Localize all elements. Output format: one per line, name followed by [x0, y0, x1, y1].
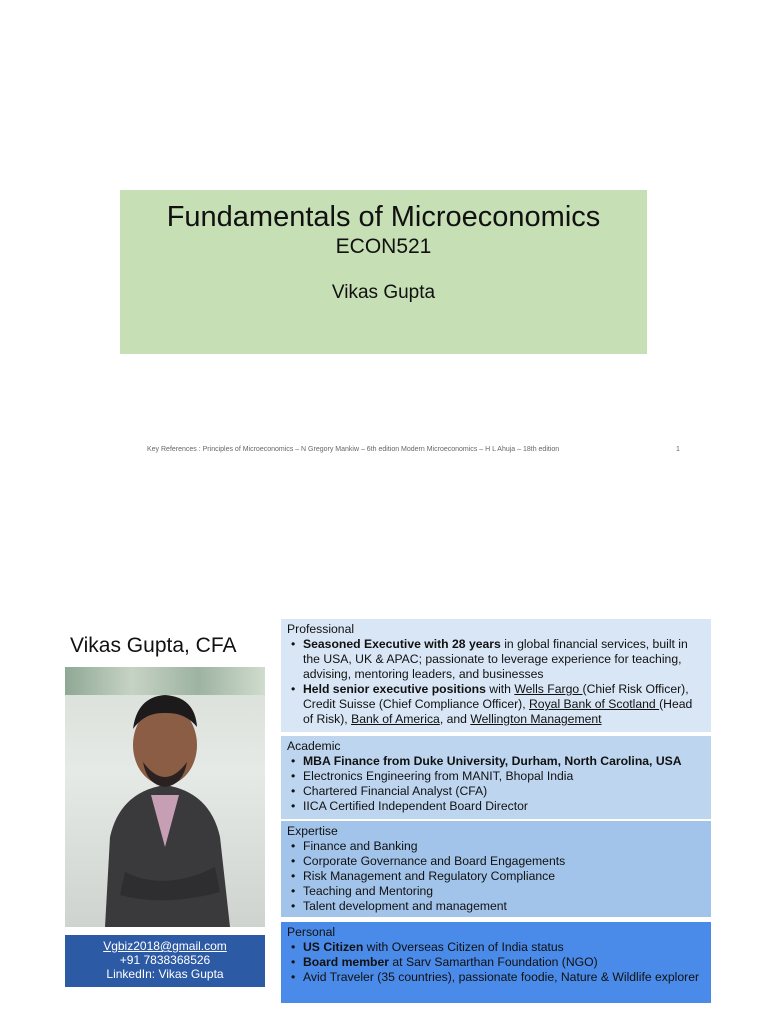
list-item: • Held senior executive positions with Wells Fargo (Chief Risk Officer), Credit Suisse (Chief Compliance Officer), Royal Bank of Scotland (Head of Risk), Bank of America, and Wellington Management	[287, 682, 705, 727]
email-link[interactable]: Vgbiz2018@gmail.com	[103, 939, 227, 953]
expertise-panel	[281, 821, 711, 917]
list-item: • Teaching and Mentoring	[287, 884, 705, 899]
list-item: • Finance and Banking	[287, 839, 705, 854]
list-item: • Seasoned Executive with 28 years in global financial services, built in the USA, UK & APAC; passionate to leverage experience for teaching, advising, mentoring leaders, and businesses	[287, 637, 705, 682]
phone-number: +91 7838368526	[119, 953, 211, 967]
academic-heading: Academic	[287, 739, 341, 753]
wells-fargo-link[interactable]: Wells Fargo	[514, 682, 583, 696]
list-item: • US Citizen with Overseas Citizen of India status	[287, 940, 705, 955]
academic-panel	[281, 736, 711, 819]
personal-heading: Personal	[287, 925, 336, 939]
person-silhouette-icon	[65, 667, 265, 927]
expertise-heading: Expertise	[287, 824, 338, 838]
list-item: • Risk Management and Regulatory Compliance	[287, 869, 705, 884]
list-item: • Board member at Sarv Samarthan Foundation (NGO)	[287, 955, 705, 970]
page-number: 1	[676, 446, 680, 453]
list-item: • Corporate Governance and Board Engagements	[287, 854, 705, 869]
list-item: • MBA Finance from Duke University, Durham, North Carolina, USA	[287, 754, 705, 769]
title-box	[120, 190, 647, 354]
slide-title: Fundamentals of Microeconomics	[166, 201, 601, 233]
list-item: • Talent development and management	[287, 899, 705, 914]
professional-heading: Professional	[287, 622, 355, 636]
list-item: • Electronics Engineering from MANIT, Bhopal India	[287, 769, 705, 784]
course-code: ECON521	[335, 235, 432, 258]
contact-box	[65, 935, 265, 987]
personal-panel	[281, 922, 711, 1003]
bank-of-america-link[interactable]: Bank of America	[351, 712, 440, 726]
wellington-link[interactable]: Wellington Management	[470, 712, 602, 726]
profile-name: Vikas Gupta, CFA	[70, 634, 237, 657]
author-name: Vikas Gupta	[331, 282, 436, 303]
rbs-link[interactable]: Royal Bank of Scotland	[529, 697, 660, 711]
list-item: • Avid Traveler (35 countries), passionate foodie, Nature & Wildlife explorer	[287, 970, 705, 985]
list-item: • IICA Certified Independent Board Director	[287, 799, 705, 814]
professional-panel	[281, 619, 711, 732]
references-footer: Key References : Principles of Microeconomics – N Gregory Mankiw – 6th edition Modern Microeconomics – H L Ahuja – 18th edition	[147, 446, 560, 453]
list-item: • Chartered Financial Analyst (CFA)	[287, 784, 705, 799]
profile-photo	[65, 667, 265, 927]
linkedin-label: LinkedIn: Vikas Gupta	[106, 967, 224, 981]
